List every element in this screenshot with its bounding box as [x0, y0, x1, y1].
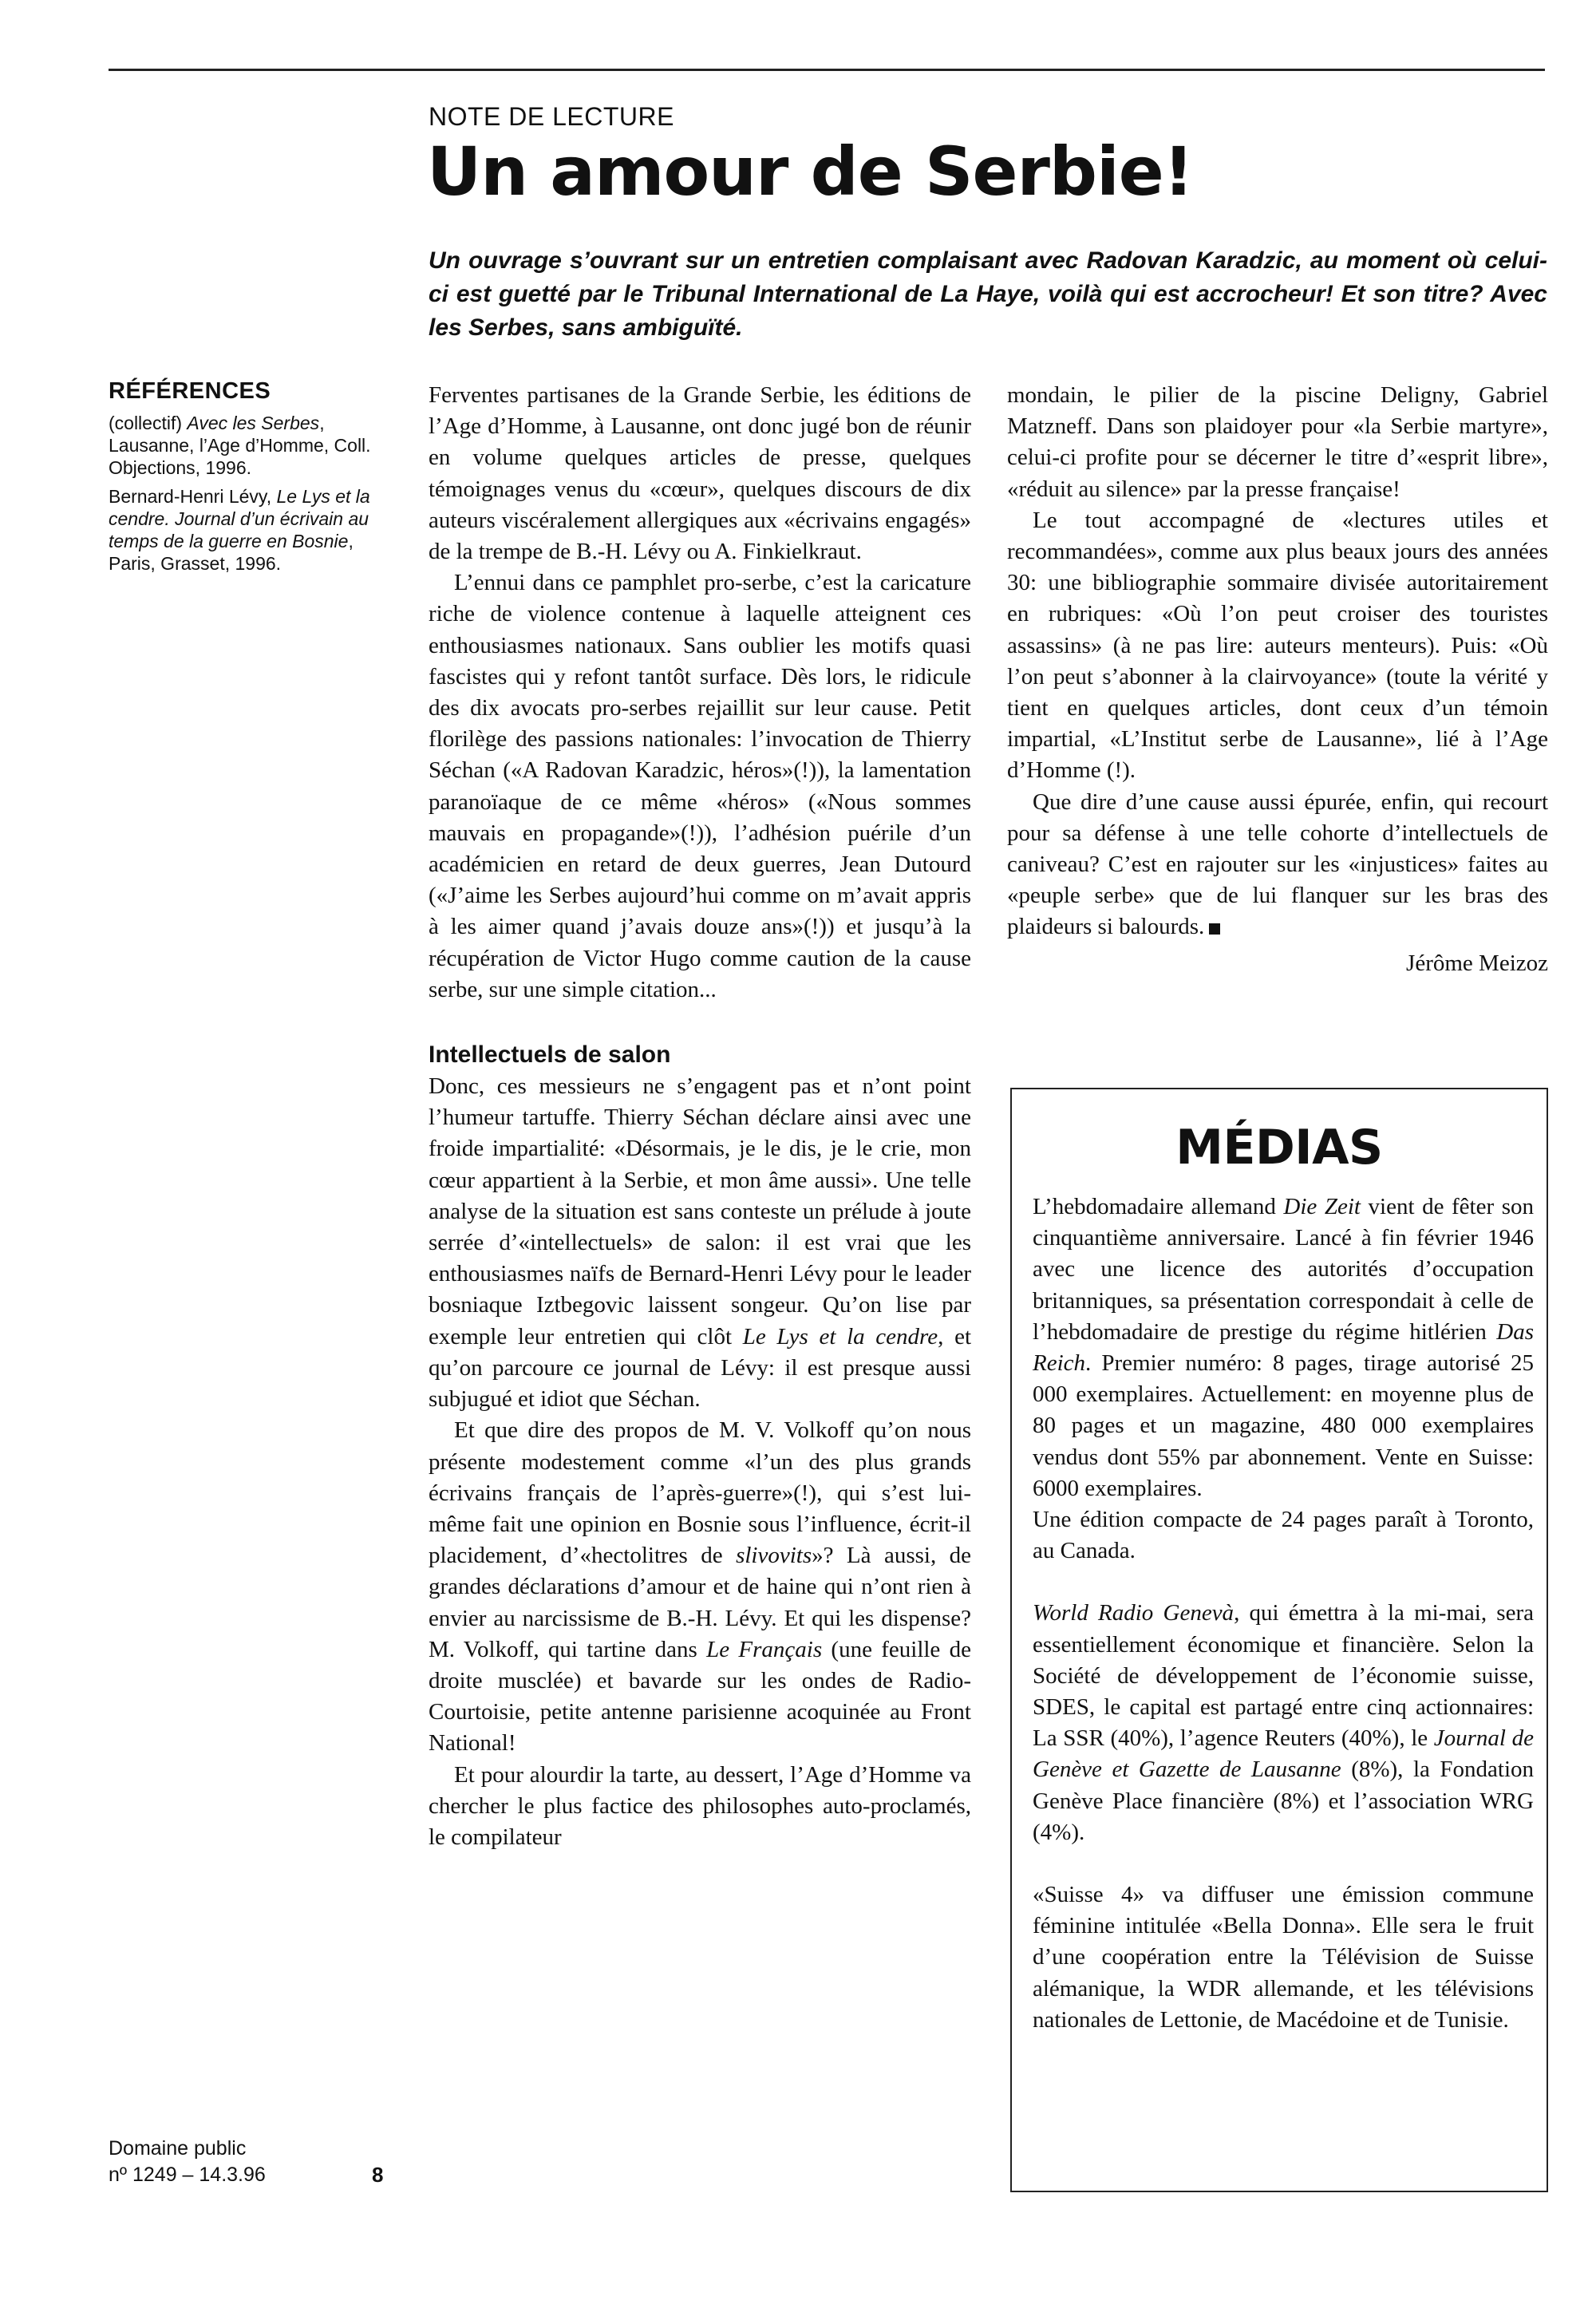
article-paragraph: Donc, ces messieurs ne s’engagent pas et n’ont point l’humeur tartuffe. Thierry Séchan déclare ainsi avec une froide impartialité: «Désormais, je le dis, je le crie, mon cœur appartient à la Serbie, et mon âme aussi». Une telle analyse de la situation est sans conteste un prélude à joute serrée d’«intellectuels» de salon: il est vrai que les enthousiasmes naïfs de Bernard-Henri Lévy pour le leader bosniaque Iztbegovic laissent songeur. Qu’on lise par exemple leur entretien qui clôt Le Lys et la cendre, et qu’on parcoure ce journal de Lévy: il est presque aussi subjugué et idiot que Séchan. [429, 1073, 971, 1413]
article-column-1 [429, 380, 971, 1853]
page-number: 8 [372, 2163, 384, 2187]
section-subheading: Intellectuels de salon [429, 1041, 671, 1069]
medias-paragraph: «Suisse 4» va diffuser une émission commune féminine intitulée «Bella Donna». Elle sera le fruit d’une coopération entre la Télévision de Suisse alémanique, la WDR allemande, et les télévisions nationales de Lettonie, de Macédoine et de Tunisie. [1033, 1882, 1534, 2033]
article-kicker: NOTE DE LECTURE [429, 102, 674, 131]
reference-item: (collectif) Avec les Serbes, Lausanne, l’Age d’Homme, Coll. Objections, 1996. [109, 413, 371, 478]
references-heading: RÉFÉRENCES [109, 378, 271, 404]
publication-name: Domaine public [109, 2137, 247, 2160]
medias-body [1012, 1191, 1547, 2036]
article-paragraph: L’ennui dans ce pamphlet pro-serbe, c’est la caricature riche de violence contenue à laquelle atteignent ces enthousiasmes nationaux. Sans oublier les motifs quasi fascistes qui y refont tantôt surface. Dès lors, le ridicule des dix avocats pro-serbes rejaillit sur leur cause. Petit florilège des passions nationales: l’invocation de Thierry Séchan («A Radovan Karadzic, héros»(!)), la lamentation paranoïaque de ce même «héros» («Nous sommes mauvais en propagande»(!)), l’adhésion puérile d’un académicien en retard de deux guerres, Jean Dutourd («J’aime les Serbes aujourd’hui comme on m’avait appris à les aimer quand j’avais douze ans»(!)) et jusqu’à la récupération de Victor Hugo comme caution de la cause serbe, sur une simple citation... [429, 570, 971, 1002]
medias-paragraph: Une édition compacte de 24 pages paraît à Toronto, au Canada. [1033, 1507, 1534, 1564]
medias-paragraph: World Radio Genevà, qui émettra à la mi-mai, sera essentiellement économique et financière. Selon la Société de développement de l’économie suisse, SDES, le capital est partagé entre cinq actionnaires: La SSR (40%), l’agence Reuters (40%), le Journal de Genève et Gazette de Lausanne (8%), la Fondation Genève Place financière (8%) et l’association WRG (4%). [1033, 1600, 1535, 1845]
article-title: Un amour de Serbie! [427, 132, 1194, 211]
publication-footer [109, 2136, 266, 2188]
issue-info: nº 1249 – 14.3.96 [109, 2164, 266, 2186]
medias-title: MÉDIAS [1175, 1120, 1383, 1176]
article-column-2 [1007, 380, 1548, 979]
article-paragraph: Ferventes partisanes de la Grande Serbie, les éditions de l’Age d’Homme, à Lausanne, ont donc jugé bon de réunir en volume quelques articles de presse, quelques témoignages venus du «cœur», quelques discours de dix auteurs viscéralement allergiques aux «écrivains engagés» de la trempe de B.-H. Lévy ou A. Finkielkraut. [429, 382, 971, 565]
article-paragraph: mondain, le pilier de la piscine Deligny, Gabriel Matzneff. Dans son plaidoyer pour «la Serbie martyre», celui-ci profite pour se décerner le titre d’«esprit libre», «réduit au silence» par la presse française! [1007, 382, 1548, 502]
medias-box [1010, 1088, 1548, 2192]
references-sidebar [109, 380, 388, 581]
article-paragraph: Que dire d’une cause aussi épurée, enfin, qui recourt pour sa défense à une telle cohorte d’intellectuels de caniveau? C’est en rajouter sur les «injustices» faites au «peuple serbe» que de lui flanquer sur les bras des plaideurs si balourds. [1007, 788, 1548, 940]
article-paragraph: Et que dire des propos de M. V. Volkoff qu’on nous présente modestement comme «l’un des plus grands écrivains français de l’après-guerre»(!), qui s’est lui-même fait une opinion en Bosnie sous l’influence, écrit-il placidement, d’«hectolitres de slivovits»? Là aussi, de grandes déclarations d’amour et de haine qui n’ont rien à envier au narcissisme de B.-H. Lévy. Et qui les dispense? M. Volkoff, qui tartine dans Le Français (une feuille de droite musclée) et bavarde sur les ondes de Radio-Courtoisie, petite antenne parisienne acoquinée au Front National! [429, 1417, 971, 1757]
end-mark-icon [1209, 923, 1220, 935]
article-author: Jérôme Meizoz [1406, 950, 1548, 976]
article-paragraph: Et pour alourdir la tarte, au dessert, l’Age d’Homme va chercher le plus factice des philosophes auto-proclamés, le compilateur [429, 1761, 971, 1850]
article-paragraph: Le tout accompagné de «lectures utiles et recommandées», comme aux plus beaux jours des années 30: une bibliographie sommaire divisée autoritairement en rubriques: «Où l’on peut croiser des touristes assassins» (à ne pas lire: auteurs menteurs). Puis: «Où l’on peut s’abonner à la clairvoyance» (toute la vérité y tient en quelques articles, dont ceux d’un témoin impartial, «L’Institut serbe de Lausanne», lié à l’Age d’Homme (!). [1007, 507, 1548, 784]
article-lead: Un ouvrage s’ouvrant sur un entretien complaisant avec Radovan Karadzic, au moment où celui-ci est guetté par le Tribunal International de La Haye, voilà qui est accrocheur! Et son titre? Avec les Serbes, sans ambiguïté. [429, 247, 1547, 341]
top-rule [109, 69, 1545, 71]
reference-item: Bernard-Henri Lévy, Le Lys et la cendre. Journal d’un écrivain au temps de la guerre en Bosnie, Paris, Grasset, 1996. [109, 486, 370, 574]
medias-paragraph: L’hebdomadaire allemand Die Zeit vient de fêter son cinquantième anniversaire. Lancé à fin février 1946 avec une licence des autorités d’occupation britanniques, sa présentation correspondait à celle de l’hebdomadaire de prestige du régime hitlérien Das Reich. Premier numéro: 8 pages, tirage autorisé 25 000 exemplaires. Actuellement: en moyenne plus de 80 pages et un magazine, 480 000 exemplaires vendus dont 55% par abonnement. Vente en Suisse: 6000 exemplaires. [1033, 1194, 1534, 1501]
